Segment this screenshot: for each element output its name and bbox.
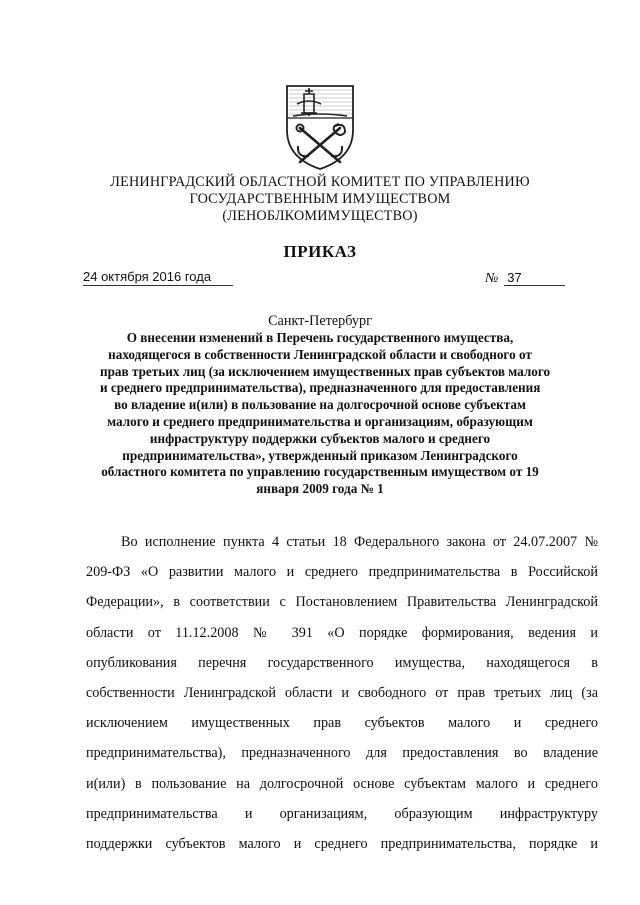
body-line: поддержки субъектов малого и среднего предпринимательства, порядке и	[86, 835, 598, 852]
body-text	[86, 527, 598, 859]
body-line: опубликования перечня государственного имущества, находящегося в	[86, 654, 598, 671]
body-line: 209-ФЗ «О развитии малого и среднего предпринимательства в Российской	[86, 564, 598, 581]
title-line: малого и среднего предпринимательства и организациям, образующим	[107, 413, 533, 429]
body-line: Федерации», в соответствии с Постановлением Правительства Ленинградской	[86, 594, 598, 611]
city-name: Санкт-Петербург	[268, 313, 372, 329]
document-type-heading: ПРИКАЗ	[283, 242, 357, 261]
document-number-block	[485, 270, 565, 287]
body-line: предпринимательства и организациям, образующим инфраструктуру	[86, 805, 598, 822]
body-line: области от 11.12.2008 № 391 «О порядке формирования, ведения и	[86, 624, 598, 641]
title-line: и среднего предпринимательства), предназначенного для предоставления	[100, 380, 541, 396]
org-name-line-3: (ЛЕНОБЛКОМИМУЩЕСТВО)	[222, 208, 418, 224]
title-line: января 2009 года № 1	[256, 481, 384, 497]
org-name-line-1: ЛЕНИНГРАДСКИЙ ОБЛАСТНОЙ КОМИТЕТ ПО УПРАВЛЕНИЮ	[110, 174, 530, 190]
number-sign: №	[485, 271, 499, 286]
title-line: областного комитета по управлению государственным имуществом от 19	[101, 464, 539, 480]
title-line: находящегося в собственности Ленинградской области и свободного от	[108, 346, 532, 362]
title-line: во владение и(или) в пользование на долгосрочной основе субъектам	[114, 397, 526, 413]
organization-header	[60, 174, 580, 225]
body-line: и(или) в пользование на долгосрочной основе субъектам малого и среднего	[86, 775, 598, 792]
document-date: 24 октября 2016 года	[83, 269, 233, 286]
body-line: Во исполнение пункта 4 статьи 18 Федерального закона от 24.07.2007 №	[121, 534, 598, 550]
body-line: исключением имущественных прав субъектов малого и среднего	[86, 715, 598, 732]
body-line: предпринимательства), предназначенного для предоставления во владение	[86, 745, 598, 762]
title-line: О внесении изменений в Перечень государственного имущества,	[126, 330, 514, 345]
document-number: 37	[504, 270, 565, 286]
title-line: предпринимательства», утвержденный приказом Ленинградского	[122, 447, 518, 463]
document-title	[100, 330, 551, 498]
coat-of-arms-emblem	[283, 82, 357, 172]
org-name-line-2: ГОСУДАРСТВЕННЫМ ИМУЩЕСТВОМ	[189, 191, 451, 207]
title-line: прав третьих лиц (за исключением имущественных прав субъектов малого	[100, 363, 551, 379]
body-line: собственности Ленинградской области и свободного от прав третьих лиц (за	[86, 684, 598, 701]
title-line: инфраструктуру поддержки субъектов малого и среднего	[149, 430, 491, 446]
